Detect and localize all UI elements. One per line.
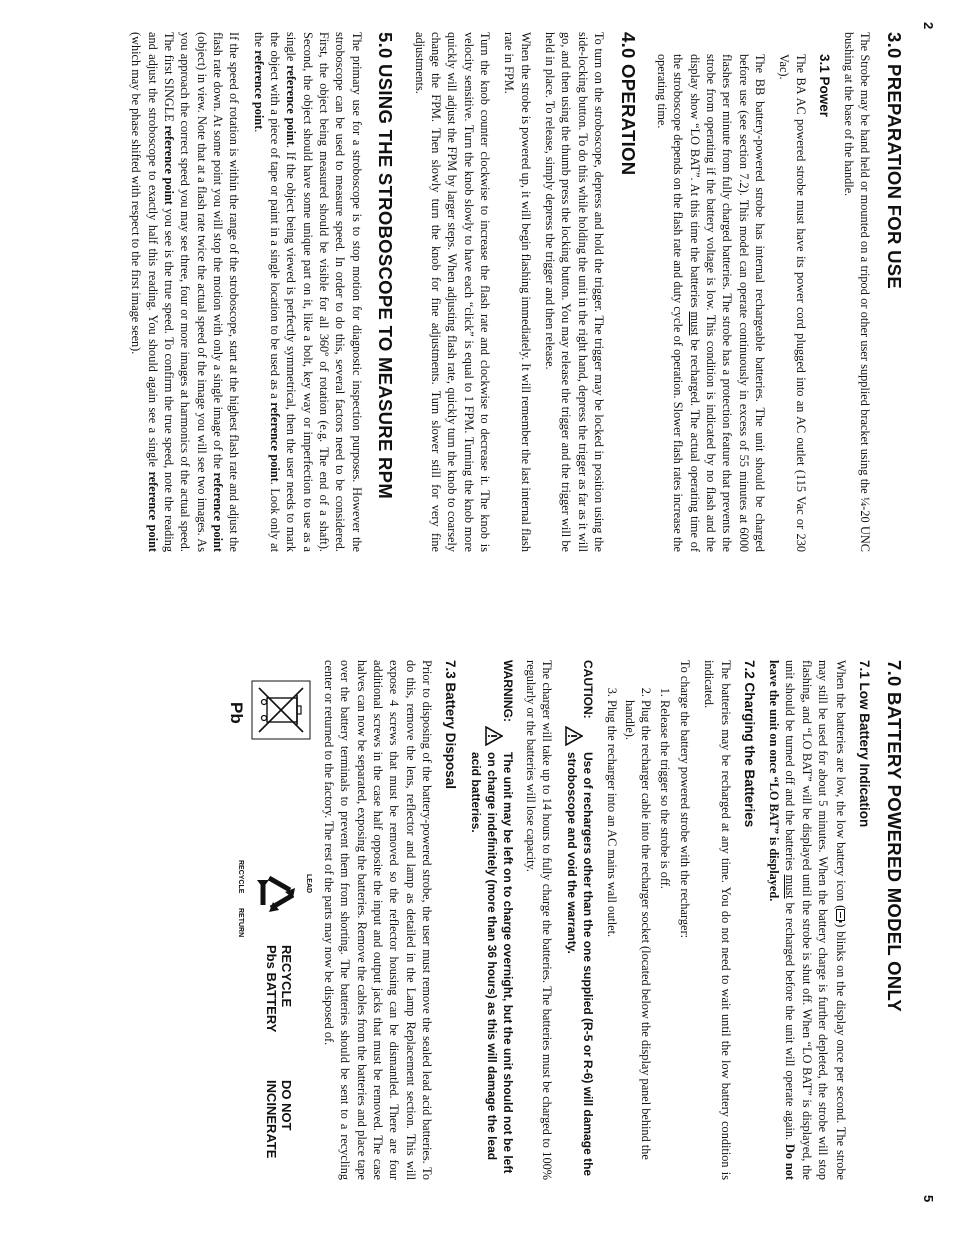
list-item: 3. Plug the recharger into an AC mains wall outlet. — [603, 700, 619, 1180]
power-paragraph-1: The BA AC powered strobe must have its power cord plugged into an AC outlet (115 Vac or 230 Vac). — [777, 54, 808, 552]
warning-triangle-icon — [565, 726, 583, 752]
page-number-left: 2 — [921, 22, 936, 30]
rpm-paragraph-2: If the speed of rotation is within the range of the stroboscope, start at the highest flash rate and adjust the flash rate down. At some point you will stop the motion with only a single image of the reference point (object) in view. Note that at a flash rate twice the actual speed of the image you will see two images. As you approach the correct speed you may see three, four or more images at harmonics of the actual speed. The first SINGLE reference point you see is the true speed. To confirm the true speed, note the reading and adjust the stroboscope to exactly half this reading. You should again see a single reference point (which may be phase shifted with respect to the first image seen). — [129, 32, 242, 553]
caution-label: CAUTION: — [581, 660, 596, 719]
disposal-symbols — [211, 660, 311, 1180]
left-page-column — [120, 32, 906, 552]
crossed-bin-icon — [226, 680, 310, 740]
warning-label: WARNING: — [500, 660, 515, 722]
bin-label: Pb — [226, 702, 246, 724]
recycle-icon — [232, 860, 312, 938]
section-7-title: 7.0 BATTERY POWERED MODEL ONLY — [884, 660, 905, 1012]
charging-paragraph-3: The charger will take up to 14 hours to fully charge the batteries. The batteries must be charged to 100% regularly or the batteries will lose capacity. — [524, 660, 555, 1180]
battery-icon — [831, 909, 847, 923]
recycle-battery-label: RECYCLE Pbs BATTERY — [263, 945, 294, 1033]
right-page-column — [211, 660, 906, 1180]
charging-steps — [603, 660, 672, 1180]
power-paragraph-2: The BB battery-powered strobe has internal rechargeable batteries. The unit should be charged before use (see section 7.2). This model can operate continuously in excess of 55 minutes at 6000 flashes per minute from fully charged batteries. The strobe has a protection feature that prevents the strobe from operating if the battery voltage is low. This condition is indicated by no flash and the display show “LO BAT”. At this time the batteries must be recharged. The actual operating time of the stroboscope depends on the flash rate and duty cycle of operation. Slower flash rates increase the operating time. — [655, 54, 768, 553]
list-item: 2. Plug the recharger cable into the recharger socket (located below the display panel behind the handle). — [622, 700, 655, 1180]
section-3-intro: The Strobe may be hand held or mounted on a tripod or other user supplied bracket using the ¼-20 UNC bushing at the base of the handle. — [842, 32, 873, 552]
charging-paragraph-2: To charge the battery powered strobe with the recharger: — [678, 660, 693, 938]
warning-box — [467, 660, 515, 1180]
section-7-3-title: 7.3 Battery Disposal — [442, 660, 458, 790]
section-3-title: 3.0 PREPARATION FOR USE — [884, 32, 905, 290]
operation-paragraph-2: When the strobe is powered up, it will begin flashing immediately. It will remember the last internal flash rate in FPM. — [502, 32, 533, 552]
section-4-title: 4.0 OPERATION — [617, 32, 639, 176]
section-5-title: 5.0 USING THE STROBOSCOPE TO MEASURE RPM — [375, 32, 397, 500]
section-3-1-title: 3.1 Power — [816, 54, 832, 118]
rpm-paragraph-1: The primary use for a stroboscope is to stop motion for diagnostic inspection purposes. However the stroboscope can be used to measure speed. In order to do this, several factors need to be considered. First, the object being measured should be visible for all 360º of rotation (e.g. The end of a shaft). Second, the object should have some unique part on it, like a bolt, key way or imperfection to use as a single reference point. If the object being viewed is perfectly symmetrical, then the user needs to mark the object with a piece of tape or paint in a single location to be used as a reference point. Look only at the reference point. — [251, 32, 364, 553]
page-number-right: 5 — [921, 1195, 936, 1203]
section-3-1 — [654, 32, 833, 552]
do-not-incinerate-label: DO NOT INCINERATE — [263, 1080, 294, 1159]
low-battery-paragraph: When the batteries are low, the low battery icon () blinks on the display once per second. The strobe may still be used for about 5 minutes. When the battery charge is further depleted, the strobe will stop flashing, and “LO BAT” will be displayed until the strobe is shut off. When “LO BAT” is displayed, the unit should be turned off and the batteries must be recharged before the unit will operate again. Do not leave the unit on once “LO BAT” is displayed. — [767, 660, 849, 1181]
charging-paragraph-1: The batteries may be recharged at any time. You do not need to wait until the low battery condition is indicated. — [702, 660, 733, 1180]
section-7-1-title: 7.1 Low Battery Indication — [857, 660, 873, 828]
list-item: 1. Release the trigger so the strobe is off. — [656, 700, 672, 1180]
logo-recycle-text: RECYCLE — [236, 860, 244, 894]
disposal-paragraph: Prior to disposing of the battery-powered strobe, the user must remove the sealed lead acid batteries. To do this, remove the lens, reflector and lamp as detailed in the Lamp Replacement section. This will expose 4 screws that must be removed so the reflector housing can be dismantled. There are four additional screws in the case half opposite the input and output jacks that must be removed. The case halves can now be separated, exposing the batteries. Remove the cables from the batteries and place tape over the battery terminals to prevent them from shorting. The batteries should be sent to a recycling center or returned to the factory. The rest of the parts may now be disposed of. — [321, 660, 434, 1180]
warning-text: The unit may be left on to charge overnight, but the unit should not be left on charge indefinitely (more than 36 hours) as this will damage the lead acid batteries. — [468, 752, 515, 1174]
caution-text: Use of rechargers other than the one supplied (R-5 or R-6) will damage the stroboscope and void the warranty. — [565, 752, 596, 1177]
logo-return-text: RETURN — [236, 908, 244, 938]
operation-paragraph-1: To turn on the stroboscope, depress and hold the trigger. The trigger may be locked in position using the side-locking button. To do this while holding the unit in the right hand, depress the trigger as far as it will go, and then using the thumb press the locking button. You may release the trigger and the trigger will be held in place. To release, simply depress the trigger and then release. — [543, 32, 607, 552]
logo-lead-text: LEAD — [304, 874, 312, 894]
caution-box — [563, 660, 595, 1180]
operation-paragraph-3: Turn the knob counter clockwise to increase the flash rate and clockwise to decrease it. The knob is velocity sensitive. Turn the knob slowly to have each “click” is equal to 1 FPM. Turning the knob more quickly will adjust the FPM by larger steps. When adjusting flash rate, quickly turn the knob to coarsely change the FPM. Then slowly turn the knob for fine adjustments. Turn slower still for very fine adjustments. — [412, 32, 493, 552]
section-7-2-title: 7.2 Charging the Batteries — [741, 660, 757, 828]
warning-triangle-icon — [485, 726, 503, 752]
